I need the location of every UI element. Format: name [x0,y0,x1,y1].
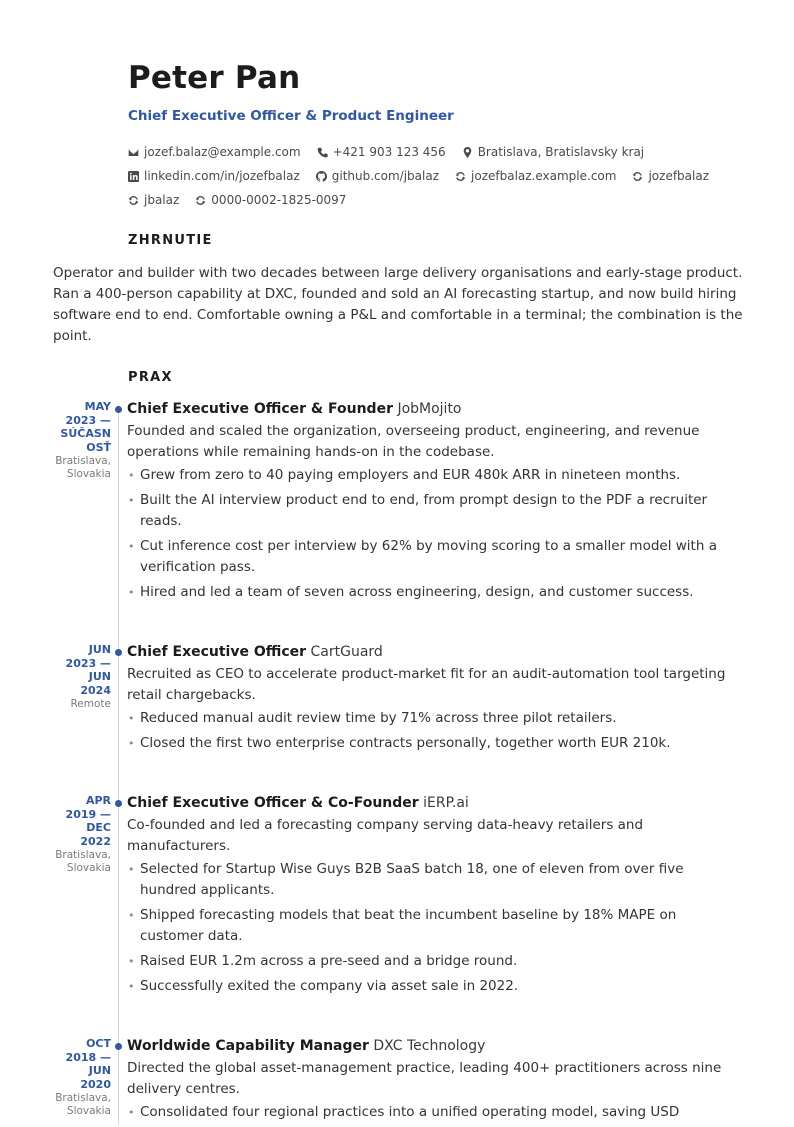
bullet-item: • Reduced manual audit review time by 71% across three pilot retailers. [128,710,617,726]
job-location: Remote [70,698,111,710]
bullet-item: • Raised EUR 1.2m across a pre-seed and a bridge round. [128,953,518,969]
bullet-item: • Closed the first two enterprise contracts personally, together worth EUR 210k. [128,735,671,751]
job-dates [40,794,111,875]
contact-handle-2[interactable] [128,193,179,207]
contact-github[interactable] [316,169,439,183]
contact-linkedin[interactable] [128,169,300,183]
phone-icon [317,147,328,158]
date-line: 2022 [80,834,111,848]
timeline-dot [115,649,122,656]
handle-text: jozefbalaz [648,169,710,183]
job-company: JobMojito [397,401,462,417]
job-title: Worldwide Capability Manager [127,1038,369,1054]
job-title: Chief Executive Officer & Co-Founder [127,795,419,811]
date-line: 2024 [80,683,111,697]
timeline-dot [115,1043,122,1050]
job-title: Chief Executive Officer [127,644,307,660]
job-dates [40,1037,111,1118]
contact-row [128,188,748,212]
github-text: github.com/jbalaz [331,169,440,183]
job-location: Bratislava, Slovakia [55,455,111,480]
bullet-item: • Successfully exited the company via asset sale in 2022. [128,978,519,994]
phone-text: +421 903 123 456 [332,145,446,159]
contact-email[interactable] [128,145,301,159]
job-location: Bratislava, Slovakia [55,1092,111,1117]
job-description: Co-founded and led a forecasting company serving data-heavy retailers and manufacturers. [127,817,644,854]
email-text: jozef.balaz@example.com [144,145,301,159]
link-icon [128,195,139,206]
candidate-role: Chief Executive Officer & Product Engineer [128,108,454,124]
date-line: SÚČASN [60,427,111,440]
date-line: 2023 — [65,413,111,427]
job-dates [40,643,111,711]
location-text: Bratislava, Bratislavsky kraj [477,145,645,159]
job-company: DXC Technology [373,1038,486,1054]
link-icon [632,171,643,182]
bullet-item: • Hired and led a team of seven across engineering, design, and customer success. [128,584,694,600]
bullet-item: • Grew from zero to 40 paying employers and EUR 480k ARR in nineteen months. [128,467,681,483]
contact-orcid[interactable] [195,193,346,207]
location-pin-icon [462,147,473,158]
job-description: Directed the global asset-management practice, leading 400+ practitioners across nine delivery centres. [127,1060,722,1097]
job-bullets [127,465,737,603]
link-icon [195,195,206,206]
timeline-dot [115,406,122,413]
job-heading [127,794,737,812]
job-content [127,794,737,1001]
timeline-line [118,405,119,1125]
date-line: JUN [88,643,111,656]
job-bullets [127,1102,737,1123]
bullet-item: • Built the AI interview product end to end, from prompt design to the PDF a recruiter reads. [128,492,708,529]
job-description: Founded and scaled the organization, overseeing product, engineering, and revenue operations while remaining hands-on in the codebase. [127,423,700,460]
bullet-item: • Selected for Startup Wise Guys B2B SaaS batch 18, one of eleven from over five hundred applicants. [128,861,684,898]
candidate-name: Peter Pan [128,60,301,96]
date-line: 2018 — [65,1050,111,1064]
date-line: OSŤ [86,440,111,454]
contact-row [128,164,748,188]
contact-list [128,140,748,212]
date-line: APR [85,794,111,807]
job-description: Recruited as CEO to accelerate product-market fit for an audit-automation tool targeting retail chargebacks. [127,666,726,703]
link-icon [455,171,466,182]
job-bullets [127,708,737,754]
orcid-text: 0000-0002-1825-0097 [211,193,347,207]
experience-heading: PRAX [128,370,173,385]
contact-handle[interactable] [632,169,709,183]
envelope-icon [128,147,139,158]
job-bullets [127,859,737,997]
date-line: JUN [88,1064,111,1077]
job-company: CartGuard [310,644,383,660]
handle2-text: jbalaz [144,193,180,207]
date-line: 2020 [80,1077,111,1091]
job-company: iERP.ai [423,795,469,811]
date-line: JUN [88,670,111,683]
job-heading [127,643,737,661]
linkedin-icon [128,171,139,182]
contact-row [128,140,748,164]
job-location: Bratislava, Slovakia [55,849,111,874]
date-line: MAY [84,400,111,413]
contact-website[interactable] [455,169,616,183]
job-title: Chief Executive Officer & Founder [127,401,393,417]
linkedin-text: linkedin.com/in/jozefbalaz [144,169,300,183]
date-line: DEC [86,821,111,834]
bullet-item: • Cut inference cost per interview by 62% by moving scoring to a smaller model with a verification pass. [128,538,717,575]
job-content [127,643,737,758]
summary-heading: ZHRNUTIE [128,233,213,248]
timeline-dot [115,800,122,807]
job-content [127,400,737,607]
date-line: OCT [86,1037,111,1050]
job-heading [127,1037,737,1055]
contact-phone[interactable] [317,145,446,159]
bullet-item: • Shipped forecasting models that beat the incumbent baseline by 18% MAPE on customer data. [128,907,677,944]
github-icon [316,171,327,182]
job-dates [40,400,111,481]
date-line: 2019 — [65,807,111,821]
bullet-item: • Consolidated four regional practices into a unified operating model, saving USD [128,1104,680,1120]
contact-location [462,145,644,159]
date-line: 2023 — [65,656,111,670]
job-content [127,1037,737,1127]
website-text: jozefbalaz.example.com [471,169,617,183]
job-heading [127,400,737,418]
summary-text: Operator and builder with two decades between large delivery organisations and early-stage product. Ran a 400-person capability at DXC, founded and sold an AI forecasting startup, and now build hiring software end to end. Comfortable owning a P&L and comfortable in a terminal; the combination is the point. [53,265,743,344]
